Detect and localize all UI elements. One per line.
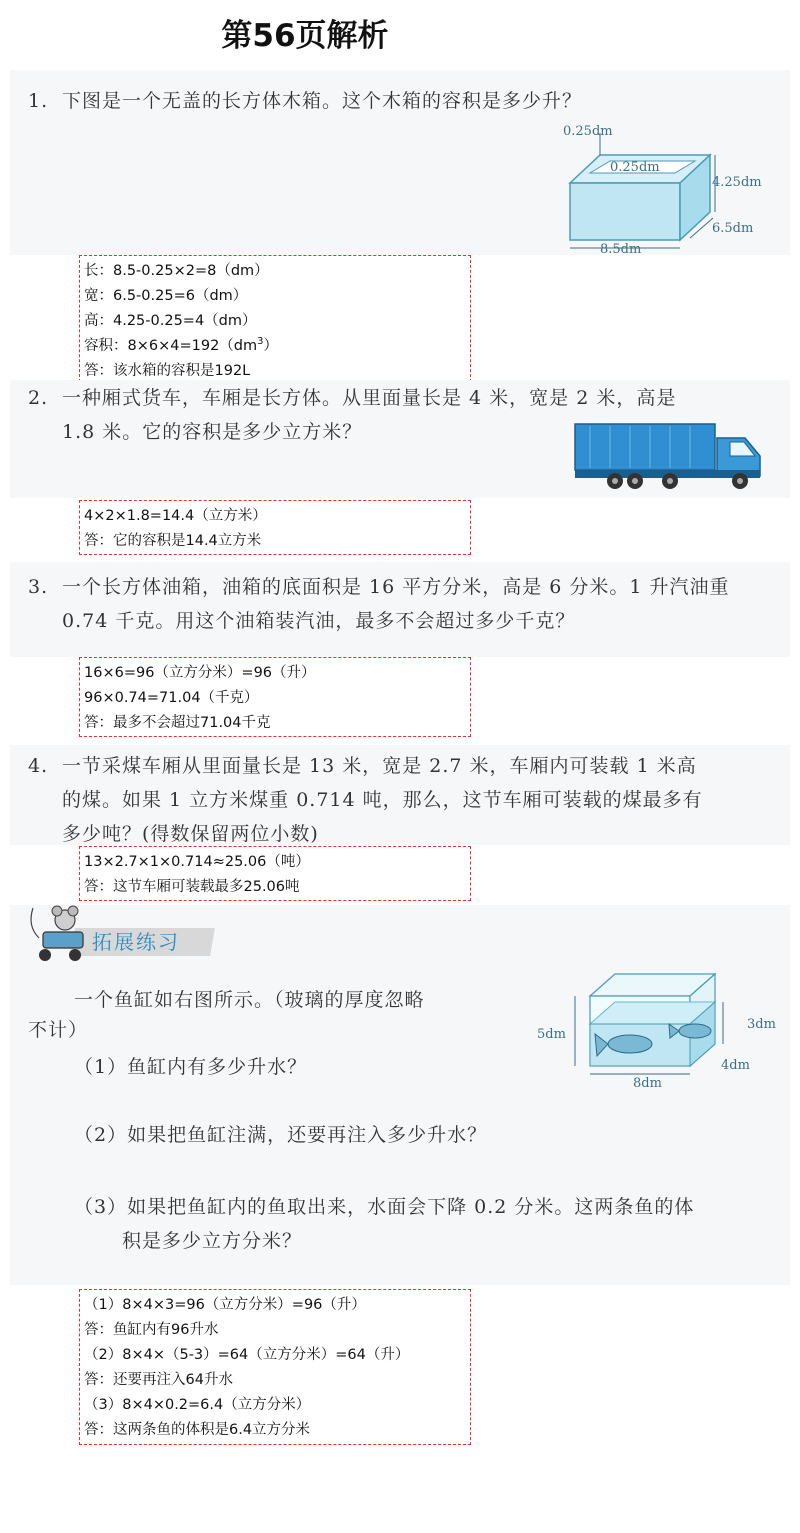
extension-part-1: （1）鱼缸内有多少升水？	[74, 1056, 308, 1078]
q1-answer-line-2: 宽：6.5-0.25=6（dm）	[84, 288, 248, 304]
q2-answer-line-1: 4×2×1.8=14.4（立方米）	[84, 508, 267, 524]
q3-answer-line-3: 答：最多不会超过71.04千克	[84, 715, 271, 731]
q1-answer-line-1: 长：8.5-0.25×2=8（dm）	[84, 263, 269, 279]
tank-label-water: 3dm	[747, 1017, 776, 1032]
q2-answer-line-2: 答：它的容积是14.4立方米	[84, 533, 262, 549]
q1-label-inner: 0.25dm	[610, 160, 660, 175]
q3-answer-line-2: 96×0.74=71.04（千克）	[84, 690, 259, 706]
extension-part-2: （2）如果把鱼缸注满，还要再注入多少升水？	[74, 1124, 488, 1146]
fish-tank-figure	[535, 968, 785, 1093]
q3-answer-box	[79, 657, 471, 737]
q4-text: 4. 一节采煤车厢从里面量长是 13 米，宽是 2.7 米，车厢内可装载 1 米高 的煤。如果 1 立方米煤重 0.714 吨，那么，这节车厢可装载的煤最多有 多少吨？(得数保留两位小数)	[28, 755, 703, 845]
q1-answer-line-5: 答：该水箱的容积是192L	[84, 363, 251, 379]
q2-text: 2. 一种厢式货车，车厢是长方体。从里面量长是 4 米，宽是 2 米，高是 1.8 米。它的容积是多少立方米？	[28, 387, 677, 443]
ext-answer-line-5: （3）8×4×0.2=6.4（立方分米）	[84, 1397, 311, 1413]
ext-answer-line-6: 答：这两条鱼的体积是6.4立方分米	[84, 1422, 311, 1438]
q4-answer-line-1: 13×2.7×1×0.714≈25.06（吨）	[84, 854, 310, 870]
page-title: 第56页解析	[221, 18, 389, 54]
q1-label-top: 0.25dm	[563, 124, 613, 139]
extension-title: 拓展练习	[92, 930, 180, 954]
extension-answer-box	[79, 1289, 471, 1445]
q1-label-width: 6.5dm	[712, 221, 754, 236]
truck-figure	[570, 418, 770, 496]
ext-answer-line-1: （1）8×4×3=96（立方分米）=96（升）	[84, 1297, 366, 1313]
q4-answer-box	[79, 846, 471, 901]
ext-answer-line-3: （2）8×4×（5-3）=64（立方分米）=64（升）	[84, 1347, 410, 1363]
extension-part-3-line-2: 积是多少立方分米？	[122, 1230, 303, 1252]
tank-label-width: 4dm	[721, 1058, 750, 1073]
q1-box-figure	[555, 118, 790, 258]
q1-answer-line-3: 高：4.25-0.25=4（dm）	[84, 313, 257, 329]
q1-answer-box	[79, 255, 471, 387]
ext-answer-line-4: 答：还要再注入64升水	[84, 1372, 233, 1388]
q3-text: 3. 一个长方体油箱，油箱的底面积是 16 平方分米，高是 6 分米。1 升汽油重 0.74 千克。用这个油箱装汽油，最多不会超过多少千克？	[28, 576, 730, 632]
tank-label-length: 8dm	[633, 1076, 662, 1091]
ext-answer-line-2: 答：鱼缸内有96升水	[84, 1322, 219, 1338]
extension-part-3-line-1: （3）如果把鱼缸内的鱼取出来，水面会下降 0.2 分米。这两条鱼的体	[74, 1196, 695, 1218]
extension-intro-line-1: 一个鱼缸如右图所示。（玻璃的厚度忽略	[74, 989, 425, 1011]
q4-answer-line-2: 答：这节车厢可装载最多25.06吨	[84, 879, 300, 895]
q1-text: 1. 下图是一个无盖的长方体木箱。这个木箱的容积是多少升？	[28, 90, 583, 112]
q1-answer-line-4: 容积：$8\times 6\times 4=192(dm^3)$	[84, 336, 279, 354]
q3-answer-line-1: 16×6=96（立方分米）=96（升）	[84, 665, 316, 681]
extension-intro-line-2: 不计）	[28, 1019, 89, 1041]
tank-label-height: 5dm	[537, 1027, 566, 1042]
q2-answer-box	[79, 500, 471, 555]
q1-label-height: 4.25dm	[712, 175, 762, 190]
q1-label-length: 8.5dm	[600, 242, 642, 257]
